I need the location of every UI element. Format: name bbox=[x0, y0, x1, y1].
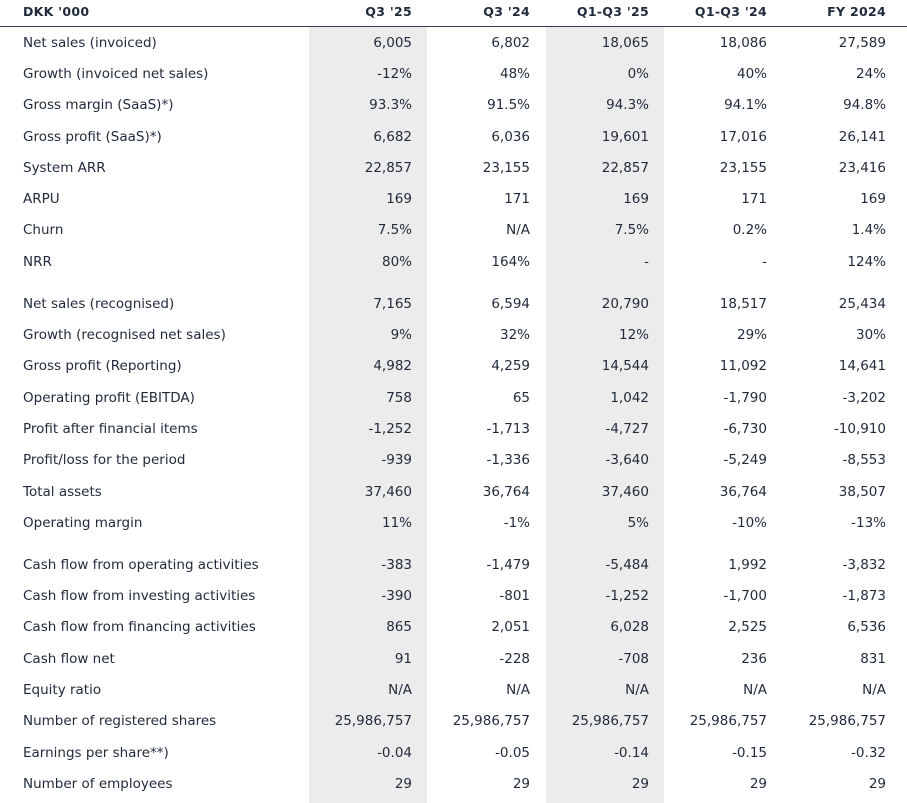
cell-q1-q3-25: -1,252 bbox=[605, 588, 649, 604]
row-label: Gross profit (SaaS)*) bbox=[23, 129, 162, 145]
header-col-q1-q3-25: Q1-Q3 '25 bbox=[576, 4, 649, 19]
cell-q3-25: 11% bbox=[381, 515, 412, 531]
cell-q3-24: -1% bbox=[503, 515, 530, 531]
cell-fy-2024: 26,141 bbox=[838, 129, 886, 145]
cell-q3-24: -1,336 bbox=[486, 452, 530, 468]
cell-q3-24: -1,713 bbox=[486, 421, 530, 437]
cell-q1-q3-24: 40% bbox=[736, 66, 767, 82]
row-label: Cash flow from financing activities bbox=[23, 619, 256, 635]
row-label: Net sales (invoiced) bbox=[23, 35, 157, 51]
cell-fy-2024: N/A bbox=[862, 682, 886, 698]
row-label: Churn bbox=[23, 222, 64, 238]
cell-fy-2024: -8,553 bbox=[842, 452, 886, 468]
cell-q1-q3-25: 7.5% bbox=[614, 222, 649, 238]
cell-q3-25: -1,252 bbox=[368, 421, 412, 437]
cell-q1-q3-25: 37,460 bbox=[601, 484, 649, 500]
cell-q3-24: 48% bbox=[499, 66, 530, 82]
cell-q3-24: -1,479 bbox=[486, 557, 530, 573]
cell-q3-24: N/A bbox=[506, 222, 530, 238]
cell-fy-2024: 25,986,757 bbox=[808, 713, 886, 729]
cell-q1-q3-24: -5,249 bbox=[723, 452, 767, 468]
cell-fy-2024: 29 bbox=[868, 776, 886, 792]
cell-q3-24: 23,155 bbox=[482, 160, 530, 176]
cell-q3-24: 171 bbox=[504, 191, 530, 207]
cell-q1-q3-24: 17,016 bbox=[719, 129, 767, 145]
row-label: Net sales (recognised) bbox=[23, 296, 175, 312]
cell-q1-q3-25: 14,544 bbox=[601, 358, 649, 374]
cell-q3-24: 164% bbox=[491, 254, 530, 270]
cell-q1-q3-25: -5,484 bbox=[605, 557, 649, 573]
cell-fy-2024: -1,873 bbox=[842, 588, 886, 604]
cell-fy-2024: 30% bbox=[855, 327, 886, 343]
cell-q3-24: -228 bbox=[499, 651, 530, 667]
cell-q1-q3-24: 0.2% bbox=[732, 222, 767, 238]
cell-q1-q3-25: N/A bbox=[625, 682, 649, 698]
cell-fy-2024: 6,536 bbox=[847, 619, 886, 635]
cell-q3-25: 4,982 bbox=[373, 358, 412, 374]
cell-q3-24: -801 bbox=[499, 588, 530, 604]
cell-q1-q3-25: 6,028 bbox=[610, 619, 649, 635]
cell-fy-2024: 23,416 bbox=[838, 160, 886, 176]
cell-q3-25: 6,005 bbox=[373, 35, 412, 51]
table-header bbox=[0, 0, 907, 27]
row-label: Operating profit (EBITDA) bbox=[23, 390, 195, 406]
cell-fy-2024: 14,641 bbox=[838, 358, 886, 374]
row-label: NRR bbox=[23, 254, 52, 270]
cell-fy-2024: -3,202 bbox=[842, 390, 886, 406]
cell-q1-q3-25: 22,857 bbox=[601, 160, 649, 176]
cell-q3-24: -0.05 bbox=[495, 745, 530, 761]
cell-q1-q3-25: 94.3% bbox=[606, 97, 649, 113]
row-label: Growth (invoiced net sales) bbox=[23, 66, 209, 82]
row-label: Cash flow net bbox=[23, 651, 115, 667]
header-col-q3-25: Q3 '25 bbox=[365, 4, 412, 19]
cell-q1-q3-25: -708 bbox=[618, 651, 649, 667]
cell-q3-25: N/A bbox=[388, 682, 412, 698]
cell-q1-q3-25: 12% bbox=[618, 327, 649, 343]
cell-q3-24: 6,594 bbox=[491, 296, 530, 312]
row-label: System ARR bbox=[23, 160, 106, 176]
cell-q1-q3-24: 18,086 bbox=[719, 35, 767, 51]
row-label: Cash flow from operating activities bbox=[23, 557, 259, 573]
cell-fy-2024: -13% bbox=[851, 515, 886, 531]
cell-q3-24: 4,259 bbox=[491, 358, 530, 374]
cell-q3-24: 6,036 bbox=[491, 129, 530, 145]
cell-q1-q3-24: 94.1% bbox=[724, 97, 767, 113]
cell-q1-q3-25: - bbox=[644, 254, 649, 270]
cell-q1-q3-25: 5% bbox=[627, 515, 649, 531]
cell-q1-q3-24: 36,764 bbox=[719, 484, 767, 500]
cell-q1-q3-25: -3,640 bbox=[605, 452, 649, 468]
cell-fy-2024: 1.4% bbox=[851, 222, 886, 238]
cell-q3-25: 29 bbox=[394, 776, 412, 792]
cell-q1-q3-24: -6,730 bbox=[723, 421, 767, 437]
cell-q1-q3-24: 171 bbox=[741, 191, 767, 207]
header-divider bbox=[0, 26, 907, 27]
cell-fy-2024: -10,910 bbox=[833, 421, 886, 437]
cell-q3-24: 6,802 bbox=[491, 35, 530, 51]
cell-q1-q3-25: 19,601 bbox=[601, 129, 649, 145]
row-label: Operating margin bbox=[23, 515, 143, 531]
row-label: Equity ratio bbox=[23, 682, 102, 698]
cell-q1-q3-25: 0% bbox=[627, 66, 649, 82]
cell-q3-25: -939 bbox=[381, 452, 412, 468]
cell-q1-q3-24: 1,992 bbox=[728, 557, 767, 573]
cell-fy-2024: 94.8% bbox=[843, 97, 886, 113]
cell-q3-25: -390 bbox=[381, 588, 412, 604]
cell-q3-24: 32% bbox=[499, 327, 530, 343]
header-col-q3-24: Q3 '24 bbox=[483, 4, 530, 19]
row-label: Gross margin (SaaS)*) bbox=[23, 97, 174, 113]
cell-q3-25: -383 bbox=[381, 557, 412, 573]
cell-q3-24: 2,051 bbox=[491, 619, 530, 635]
cell-q1-q3-25: 29 bbox=[631, 776, 649, 792]
row-label: Number of employees bbox=[23, 776, 173, 792]
row-label: Growth (recognised net sales) bbox=[23, 327, 226, 343]
cell-q1-q3-24: 25,986,757 bbox=[689, 713, 767, 729]
row-label: Cash flow from investing activities bbox=[23, 588, 256, 604]
cell-q3-25: 6,682 bbox=[373, 129, 412, 145]
cell-q1-q3-24: 236 bbox=[741, 651, 767, 667]
cell-q1-q3-25: 18,065 bbox=[601, 35, 649, 51]
row-label: Profit after financial items bbox=[23, 421, 198, 437]
cell-q3-25: 7.5% bbox=[377, 222, 412, 238]
cell-q3-25: 7,165 bbox=[373, 296, 412, 312]
cell-q1-q3-24: 23,155 bbox=[719, 160, 767, 176]
cell-q3-24: N/A bbox=[506, 682, 530, 698]
cell-q1-q3-25: -4,727 bbox=[605, 421, 649, 437]
cell-q1-q3-24: 2,525 bbox=[728, 619, 767, 635]
cell-q3-25: -12% bbox=[377, 66, 412, 82]
cell-q1-q3-25: 25,986,757 bbox=[571, 713, 649, 729]
cell-q1-q3-25: 169 bbox=[623, 191, 649, 207]
cell-q1-q3-25: -0.14 bbox=[614, 745, 649, 761]
cell-q1-q3-24: N/A bbox=[743, 682, 767, 698]
cell-q3-25: 9% bbox=[390, 327, 412, 343]
cell-q3-24: 65 bbox=[512, 390, 530, 406]
cell-q1-q3-24: 18,517 bbox=[719, 296, 767, 312]
cell-q1-q3-24: -10% bbox=[732, 515, 767, 531]
cell-q3-25: 169 bbox=[386, 191, 412, 207]
cell-q1-q3-25: 20,790 bbox=[601, 296, 649, 312]
cell-fy-2024: 124% bbox=[847, 254, 886, 270]
cell-q1-q3-24: 29 bbox=[749, 776, 767, 792]
cell-q1-q3-24: -1,790 bbox=[723, 390, 767, 406]
header-unit-label: DKK '000 bbox=[23, 4, 90, 19]
cell-q3-25: 22,857 bbox=[364, 160, 412, 176]
cell-q1-q3-24: - bbox=[762, 254, 767, 270]
cell-q1-q3-24: -0.15 bbox=[732, 745, 767, 761]
cell-fy-2024: 38,507 bbox=[838, 484, 886, 500]
cell-fy-2024: 24% bbox=[855, 66, 886, 82]
cell-q3-25: 91 bbox=[394, 651, 412, 667]
cell-q3-24: 36,764 bbox=[482, 484, 530, 500]
cell-q1-q3-24: -1,700 bbox=[723, 588, 767, 604]
cell-q1-q3-25: 1,042 bbox=[610, 390, 649, 406]
cell-q3-24: 91.5% bbox=[487, 97, 530, 113]
cell-q3-24: 29 bbox=[512, 776, 530, 792]
cell-q3-25: -0.04 bbox=[377, 745, 412, 761]
cell-q3-25: 93.3% bbox=[369, 97, 412, 113]
cell-q3-25: 758 bbox=[386, 390, 412, 406]
cell-q3-25: 80% bbox=[381, 254, 412, 270]
cell-fy-2024: -3,832 bbox=[842, 557, 886, 573]
cell-fy-2024: 831 bbox=[860, 651, 886, 667]
cell-q3-25: 865 bbox=[386, 619, 412, 635]
cell-q3-25: 37,460 bbox=[364, 484, 412, 500]
row-label: Number of registered shares bbox=[23, 713, 217, 729]
cell-q3-24: 25,986,757 bbox=[452, 713, 530, 729]
row-label: Profit/loss for the period bbox=[23, 452, 186, 468]
header-col-q1-q3-24: Q1-Q3 '24 bbox=[694, 4, 767, 19]
cell-fy-2024: 169 bbox=[860, 191, 886, 207]
header-col-fy-2024: FY 2024 bbox=[827, 4, 886, 19]
cell-fy-2024: -0.32 bbox=[851, 745, 886, 761]
row-label: Gross profit (Reporting) bbox=[23, 358, 182, 374]
row-label: ARPU bbox=[23, 191, 60, 207]
cell-fy-2024: 25,434 bbox=[838, 296, 886, 312]
cell-q1-q3-24: 11,092 bbox=[719, 358, 767, 374]
cell-q3-25: 25,986,757 bbox=[334, 713, 412, 729]
row-label: Total assets bbox=[23, 484, 102, 500]
cell-fy-2024: 27,589 bbox=[838, 35, 886, 51]
cell-q1-q3-24: 29% bbox=[736, 327, 767, 343]
row-label: Earnings per share**) bbox=[23, 745, 169, 761]
